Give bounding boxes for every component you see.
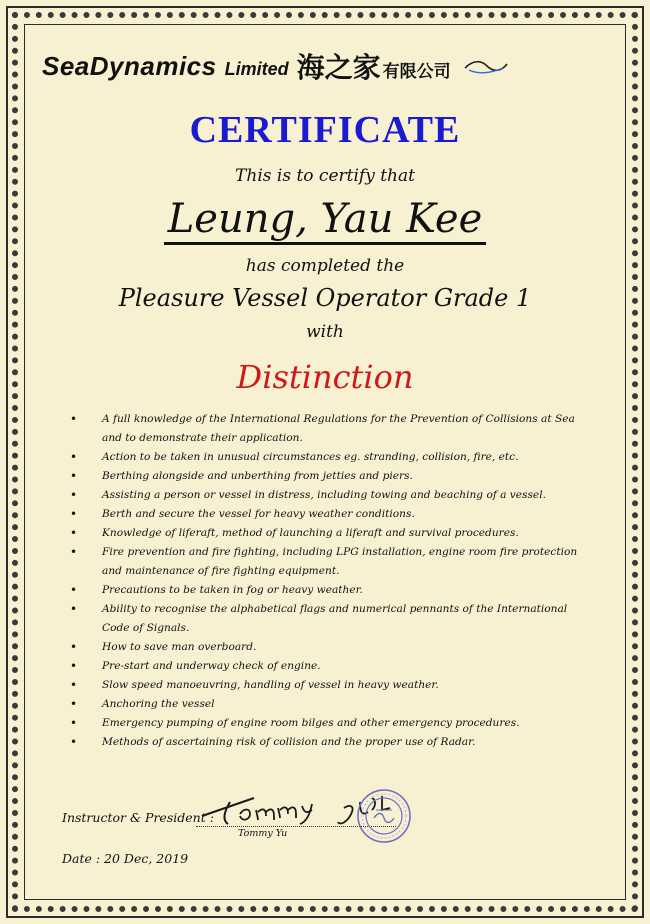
company-suffix-chinese: 有限公司 [382, 61, 451, 82]
signatory-name: Tommy Yu [238, 828, 288, 839]
completed-line: has completed the [245, 256, 405, 276]
grade-distinction: Distinction [236, 358, 414, 396]
list-item: • Assisting a person or vessel in distress, including towing and beaching of a vessel. [70, 486, 580, 505]
list-item: • Ability to recognise the alphabetical flags and numerical pennants of the International Code of Signals. [70, 600, 580, 638]
certificate-title: CERTIFICATE [189, 109, 461, 151]
list-item: • Berth and secure the vessel for heavy weather conditions. [70, 505, 580, 524]
recipient-name-wrapper [0, 196, 650, 242]
list-item: • Fire prevention and fire fighting, including LPG installation, engine room fire protection and maintenance of fire fighting equipment. [70, 543, 580, 581]
list-item: • Pre-start and underway check of engine. [70, 657, 580, 676]
list-item: • Knowledge of liferaft, method of launching a liferaft and survival procedures. [70, 524, 580, 543]
list-item: • Slow speed manoeuvring, handling of vessel in heavy weather. [70, 676, 580, 695]
issue-date: Date : 20 Dec, 2019 [62, 851, 189, 866]
course-name: Pleasure Vessel Operator Grade 1 [118, 284, 532, 312]
list-item: • How to save man overboard. [70, 638, 580, 657]
signature-label: Instructor & President : [62, 810, 214, 825]
list-item: • Methods of ascertaining risk of collision and the proper use of Radar. [70, 733, 580, 752]
company-suffix: Limited [224, 58, 289, 79]
with-line: with [306, 322, 344, 342]
wave-logo-icon [463, 56, 509, 81]
company-header [42, 48, 612, 84]
recipient-name: Leung, Yau Kee [164, 196, 487, 245]
company-seal-icon [356, 788, 412, 849]
company-name-chinese: 海之家 [296, 51, 381, 84]
list-item: • Anchoring the vessel [70, 695, 580, 714]
certify-line: This is to certify that [235, 166, 415, 186]
list-item: • A full knowledge of the International Regulations for the Prevention of Collisions at Sea and to demonstrate their application. [70, 410, 580, 448]
criteria-list [70, 410, 580, 752]
list-item: • Precautions to be taken in fog or heavy weather. [70, 581, 580, 600]
list-item: • Emergency pumping of engine room bilges and other emergency procedures. [70, 714, 580, 733]
company-name: SeaDynamics [42, 50, 217, 81]
list-item: • Action to be taken in unusual circumstances eg. stranding, collision, fire, etc. [70, 448, 580, 467]
list-item: • Berthing alongside and unberthing from jetties and piers. [70, 467, 580, 486]
